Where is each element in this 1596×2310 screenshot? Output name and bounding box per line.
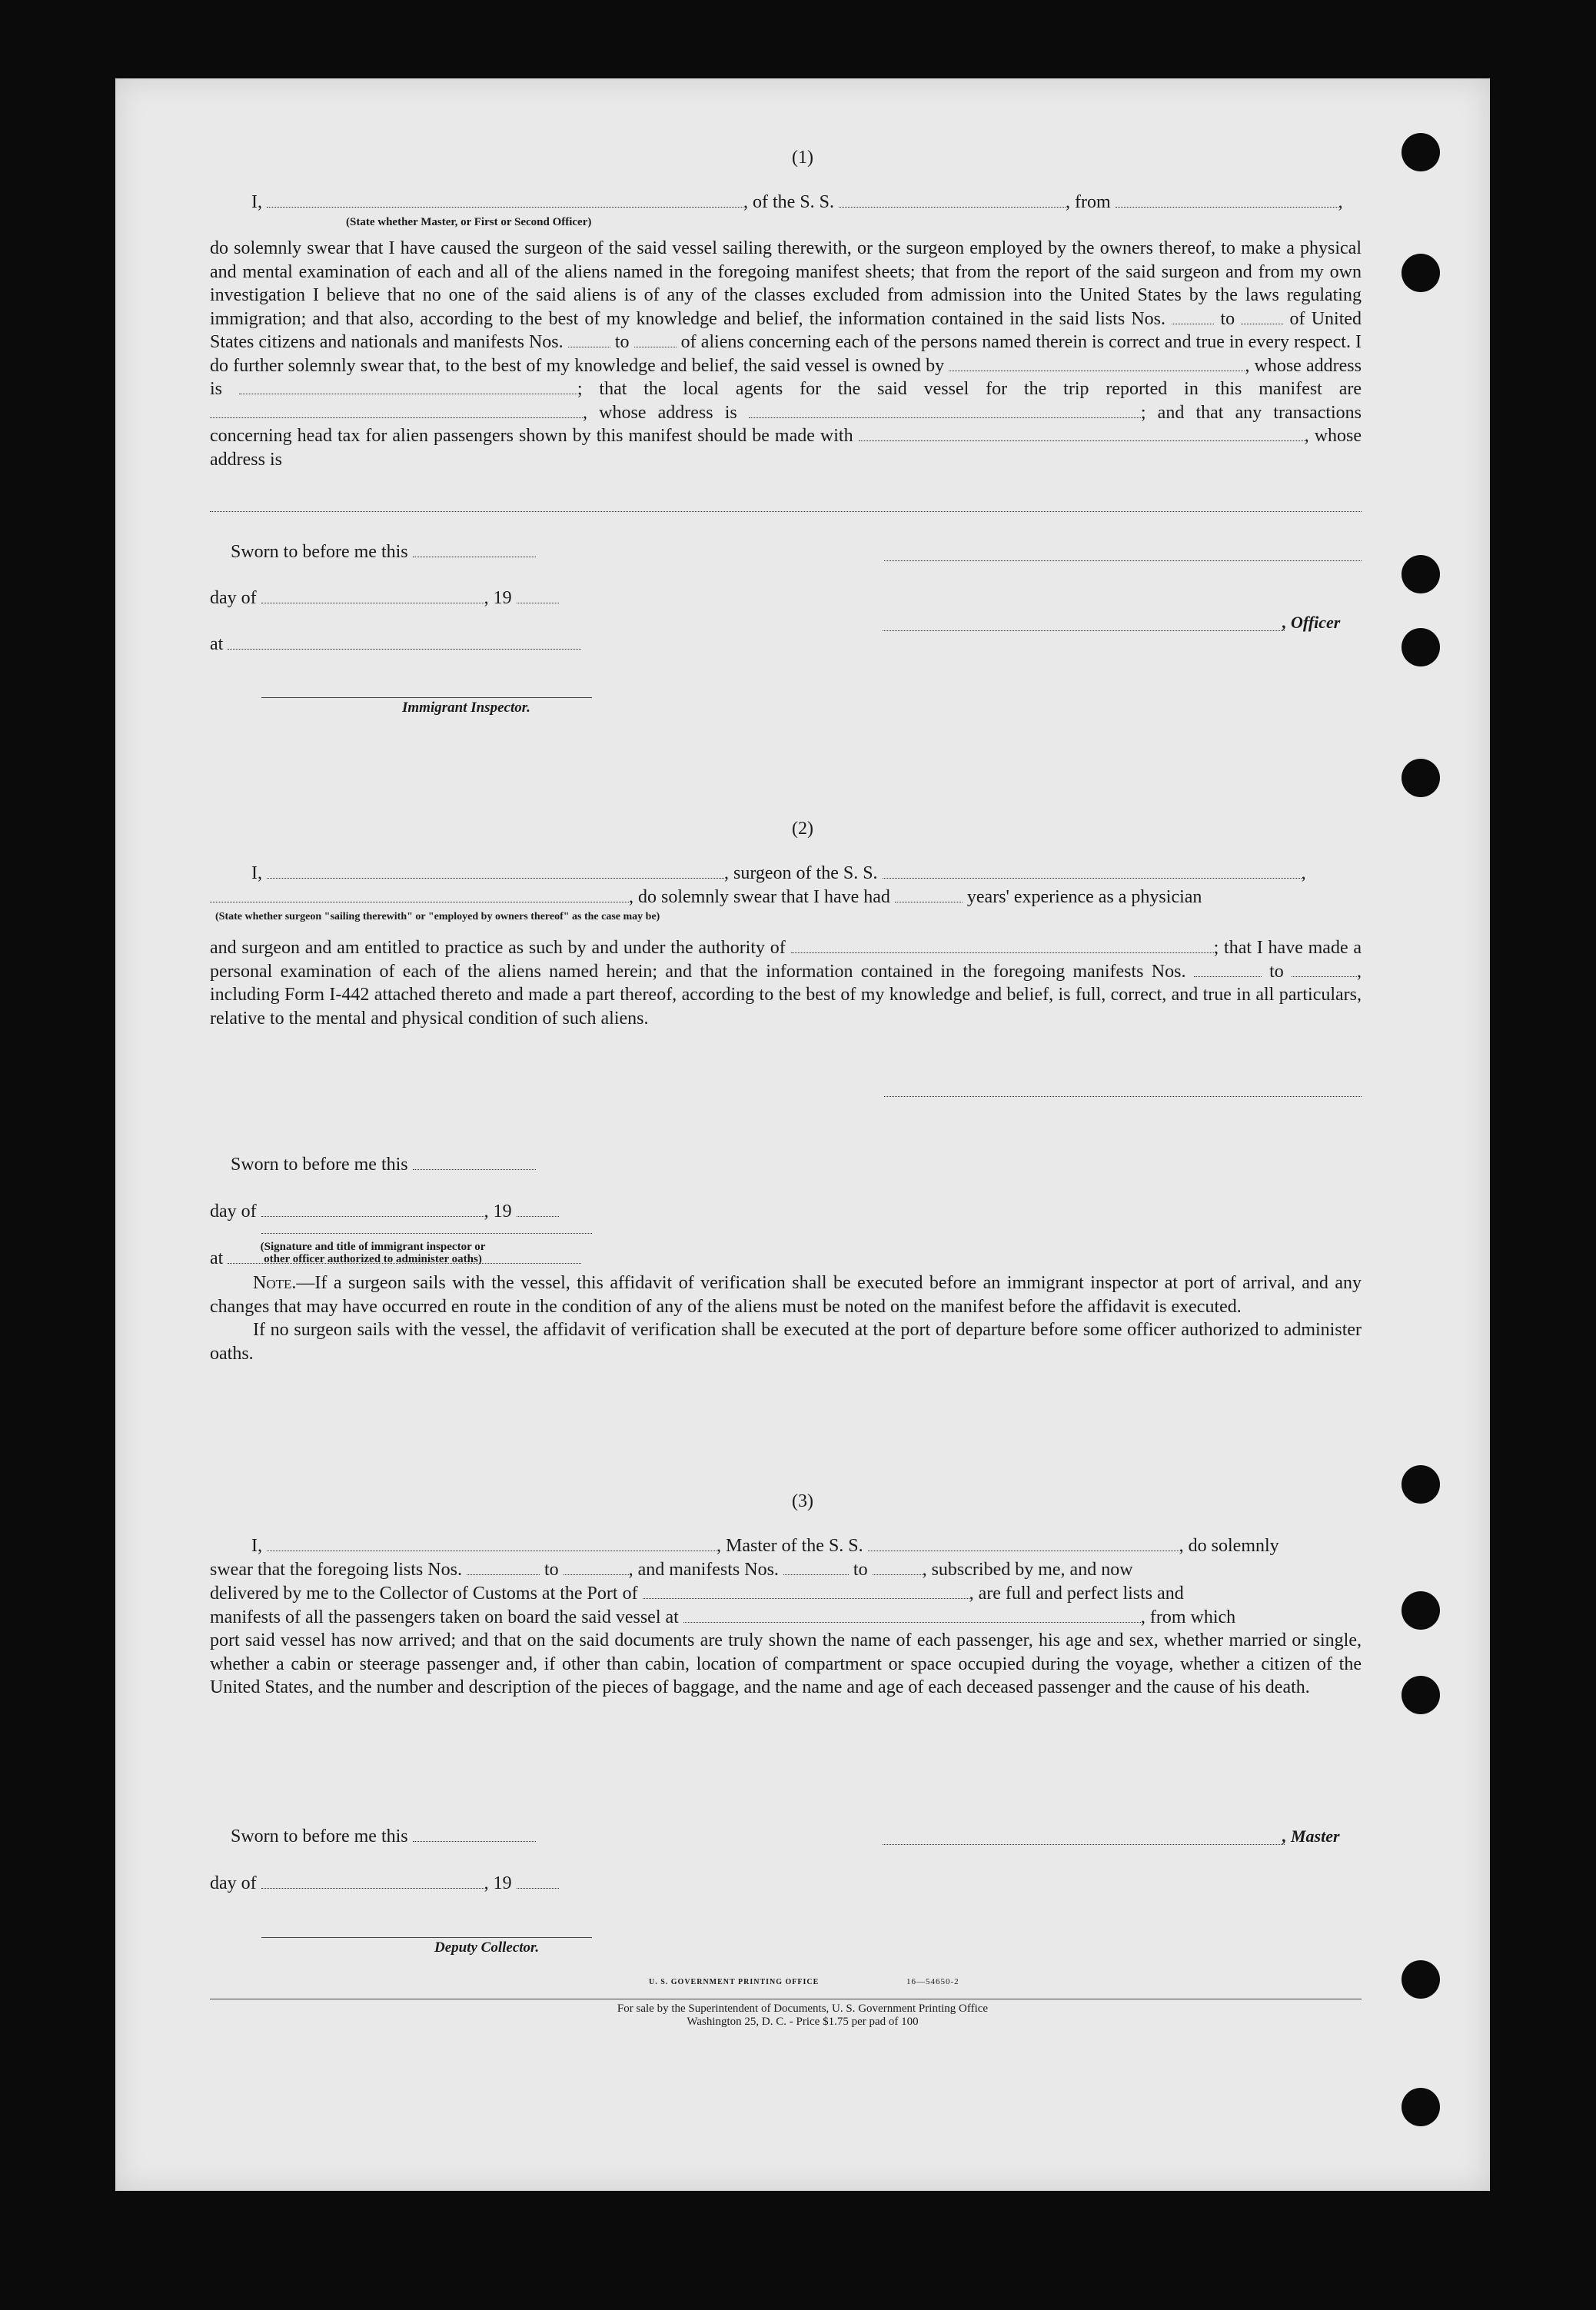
place-field[interactable] [228, 635, 581, 650]
month-field[interactable] [261, 589, 484, 603]
inspector-label: Immigrant Inspector. [402, 700, 530, 716]
section-3-second-line: swear that the foregoing lists Nos. to , and manifests Nos. to , subscribed by me, and now [210, 1560, 1133, 1580]
s2-year-field[interactable] [517, 1202, 559, 1217]
s2-manifests-to-field[interactable] [1292, 962, 1357, 977]
year-field[interactable] [517, 589, 559, 603]
section-2-number: (2) [792, 819, 813, 839]
section-2-day-of: day of , 19 [210, 1202, 559, 1222]
section-2-at: at [210, 1248, 581, 1269]
binder-hole [1401, 1960, 1440, 1999]
section-2-sworn: Sworn to before me this [231, 1155, 536, 1175]
section-3-body: port said vessel has now arrived; and that on the said documents are truly shown the name of each passenger, his age and sex, whether married or single, whether a cabin or steerage passenger and, if other than cabin, location of compartment or space occupied during the voyage, whether a citizen of the United States, and the number and description of the pieces of baggage, and the name and age of each deceased passenger and the cause of his death. [210, 1630, 1362, 1697]
signature-caption: (Signature and title of immigrant inspector or other officer authorized to administer oaths) [260, 1241, 486, 1265]
binder-hole [1401, 2088, 1440, 2126]
officer-name-field[interactable] [267, 193, 743, 208]
s3-vessel-field[interactable] [868, 1537, 1179, 1551]
officer-title-caption: (State whether Master, or First or Second Officer) [346, 216, 592, 228]
section-1-number: (1) [792, 148, 813, 168]
surgeon-status-field[interactable] [210, 888, 629, 902]
vessel-name-field[interactable] [839, 193, 1066, 208]
master-signature-line[interactable] [883, 1844, 1285, 1845]
section-3-number: (3) [792, 1491, 813, 1511]
section-1-at: at [210, 634, 581, 655]
local-agents-field[interactable] [210, 404, 583, 418]
manifests-to-field[interactable] [634, 333, 677, 347]
section-1-day-of: day of , 19 [210, 588, 559, 609]
section-3-third-line: delivered by me to the Collector of Customs at the Port of , are full and perfect lists and [210, 1584, 1184, 1604]
inspector-signature-line[interactable] [261, 697, 592, 698]
section-1-first-line: I, , of the S. S. , from , [251, 192, 1343, 212]
s3-manifests-to-field[interactable] [873, 1560, 923, 1575]
s3-month-field[interactable] [261, 1874, 484, 1889]
section-1-body: do solemnly swear that I have caused the surgeon of the said vessel sailing therewith, or the surgeon employed by the owners thereof, to make a physical and mental examination of each and all of the aliens named in the foregoing manifest sheets; that from the report of the said surgeon and from my own investigation I believe that no one of the said aliens is of any of the classes excluded from admission into the United States by the laws regulating immigration; and that also, according to the best of my knowledge and belief, the information contained in the said lists Nos. to of United States citizens and nationals and manifests Nos. to of aliens concerning each of the persons named therein is correct and true in every respect. I do further solemnly swear that, to the best of my knowledge and belief, the said vessel is owned by , whose address is ; that the local agents for the said vessel for the trip reported in this manifest are , whose address is ; and that any transactions concerning head tax for alien passengers shown by this manifest should be made with , whose address is [210, 238, 1362, 470]
owner-address-field[interactable] [239, 380, 577, 394]
section-2-body: and surgeon and am entitled to practice as such by and under the authority of ; that I have made a personal examination of each of the aliens named herein; and that the information contained in the foregoing manifests Nos. to , including Form I-442 attached thereto and made a part thereof, according to the best of my knowledge and belief, is full, correct, and true in all particulars, relative to the mental and physical condition of such aliens. [210, 938, 1362, 1029]
surgeon-signature-line[interactable] [884, 1096, 1362, 1097]
s3-lists-from-field[interactable] [467, 1560, 540, 1575]
head-tax-agent-field[interactable] [859, 427, 1305, 441]
s3-sworn-day-field[interactable] [413, 1827, 536, 1842]
binder-hole [1401, 1676, 1440, 1714]
lists-to-field[interactable] [1241, 310, 1283, 324]
section-1-sworn: Sworn to before me this [231, 542, 536, 563]
collector-label: Deputy Collector. [434, 1939, 540, 1956]
s2-month-field[interactable] [261, 1202, 484, 1217]
port-from-field[interactable] [1116, 193, 1338, 208]
embarkation-port-field[interactable] [683, 1608, 1141, 1623]
section-2-second-line: , do solemnly swear that I have had years' experience as a physician [210, 887, 1202, 908]
s2-sworn-day-field[interactable] [413, 1155, 536, 1170]
s3-manifests-from-field[interactable] [783, 1560, 849, 1575]
binder-hole [1401, 254, 1440, 292]
gpo-imprint: U. S. GOVERNMENT PRINTING OFFICE [649, 1978, 820, 1986]
master-label: , Master [1282, 1826, 1340, 1846]
master-name-field[interactable] [267, 1537, 717, 1551]
note-label: Note. [253, 1273, 297, 1293]
section-1-officer-line-top[interactable] [884, 560, 1362, 561]
years-experience-field[interactable] [895, 888, 963, 902]
surgeon-name-field[interactable] [267, 864, 724, 879]
s2-inspector-signature-line[interactable] [261, 1233, 592, 1234]
binder-hole [1401, 759, 1440, 797]
s2-manifests-from-field[interactable] [1194, 962, 1262, 977]
officer-label: , Officer [1282, 613, 1341, 632]
head-tax-address-field[interactable] [210, 511, 1362, 512]
officer-signature-line[interactable] [883, 630, 1285, 631]
sale-notice-line-2: Washington 25, D. C. - Price $1.75 per pad of 100 [687, 2016, 919, 2028]
form-code: 16—54650-2 [906, 1977, 959, 1986]
section-3-sworn: Sworn to before me this [231, 1826, 536, 1847]
section-2-note: Note.—If a surgeon sails with the vessel, this affidavit of verification shall be executed before an immigrant inspector at port of arrival, and any changes that may have occurred en route in the condition of any of the aliens must be noted on the manifest before the affidavit is executed. If no surgeon sails with the vessel, the affidavit of verification shall be executed at the port of departure before some officer authorized to administer oaths. [210, 1273, 1362, 1364]
sale-notice-line-1: For sale by the Superintendent of Documents, U. S. Government Printing Office [617, 2003, 989, 2015]
authority-field[interactable] [791, 939, 1214, 953]
surgeon-status-caption: (State whether surgeon "sailing therewith" or "employed by owners thereof" as the case may be) [215, 911, 660, 922]
agents-address-field[interactable] [749, 404, 1141, 418]
s3-lists-to-field[interactable] [564, 1560, 629, 1575]
section-3-day-of: day of , 19 [210, 1873, 559, 1894]
section-2-first-line: I, , surgeon of the S. S. , [251, 863, 1306, 883]
customs-port-field[interactable] [643, 1584, 969, 1599]
owner-field[interactable] [949, 357, 1245, 371]
binder-hole [1401, 1591, 1440, 1630]
s3-year-field[interactable] [517, 1874, 559, 1889]
section-3-first-line: I, , Master of the S. S. , do solemnly [251, 1536, 1279, 1556]
sworn-day-field[interactable] [413, 543, 536, 557]
surgeon-vessel-field[interactable] [883, 864, 1302, 879]
lists-from-field[interactable] [1172, 310, 1214, 324]
binder-hole [1401, 628, 1440, 666]
binder-hole [1401, 555, 1440, 593]
collector-signature-line[interactable] [261, 1937, 592, 1938]
manifests-from-field[interactable] [568, 333, 610, 347]
section-3-fourth-line: manifests of all the passengers taken on board the said vessel at , from which [210, 1607, 1236, 1627]
form-page [115, 78, 1490, 2191]
